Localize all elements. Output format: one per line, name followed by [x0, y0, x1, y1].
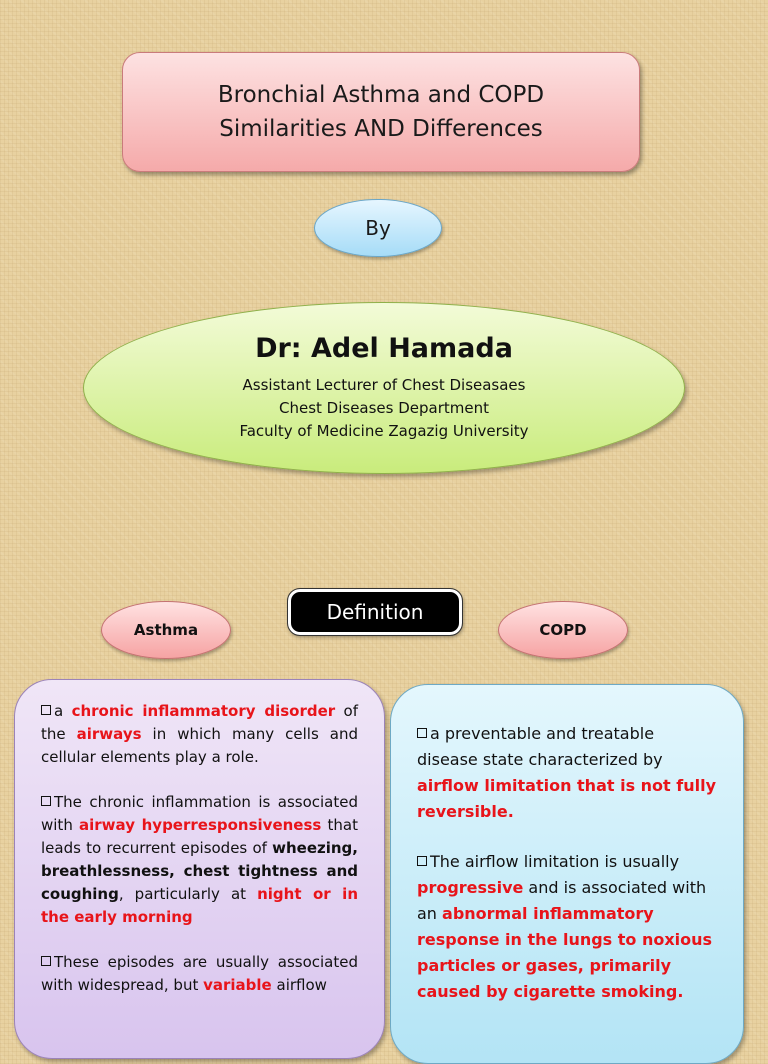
hollow-square-bullet-icon	[417, 856, 427, 866]
by-label: By	[365, 216, 391, 240]
highlight-text: airway hyperresponsiveness	[79, 816, 322, 834]
author-position: Assistant Lecturer of Chest Diseasaes	[242, 376, 526, 394]
asthma-paragraph-3: These episodes are usually associated with widespread, but variable airflow	[41, 953, 358, 994]
copd-definition-panel	[390, 684, 744, 1064]
hollow-square-bullet-icon	[41, 956, 51, 966]
author-department: Chest Diseases Department	[278, 399, 490, 417]
highlight-text: abnormal inflammatory response in the lungs to noxious particles or gases, primarily caused by cigarette smoking.	[417, 904, 713, 1001]
title-line-2: Similarities AND Differences	[219, 116, 543, 142]
highlight-text: airflow limitation that is not fully reversible.	[417, 776, 717, 821]
bold-text: wheezing, breathlessness, chest tightness and coughing	[41, 839, 358, 903]
highlight-text: variable	[203, 976, 272, 994]
asthma-paragraph-1: a chronic inflammatory disorder of the airways in which many cells and cellular elements play a role.	[41, 702, 358, 766]
by-oval	[314, 199, 442, 257]
asthma-paragraph-2: The chronic inflammation is associated with airway hyperresponsiveness that leads to recurrent episodes of wheezing, breathlessness, chest tightness and coughing, particularly at night or in the early morning	[41, 793, 358, 926]
title-line-1: Bronchial Asthma and COPD	[217, 82, 545, 108]
author-faculty: Faculty of Medicine Zagazig University	[239, 422, 529, 440]
copd-paragraph-1: a preventable and treatable disease state characterized by airflow limitation that is not fully reversible.	[417, 724, 717, 821]
asthma-label: Asthma	[133, 621, 199, 639]
hollow-square-bullet-icon	[41, 705, 51, 715]
hollow-square-bullet-icon	[417, 728, 427, 738]
hollow-square-bullet-icon	[41, 796, 51, 806]
asthma-definition-panel	[14, 679, 385, 1059]
title-box	[122, 52, 640, 172]
author-name: Dr: Adel Hamada	[255, 333, 513, 364]
copd-oval	[498, 601, 628, 659]
copd-paragraph-2: The airflow limitation is usually progressive and is associated with an abnormal inflammatory response in the lungs to noxious particles or gases, primarily caused by cigarette smoking.	[417, 852, 713, 1001]
asthma-oval	[101, 601, 231, 659]
highlight-text: progressive	[417, 878, 524, 897]
highlight-text: night or in the early morning	[41, 885, 358, 926]
highlight-text: chronic inflammatory disorder	[71, 702, 336, 720]
definition-box	[288, 589, 462, 635]
copd-label: COPD	[539, 621, 587, 639]
definition-label: Definition	[326, 600, 424, 624]
author-oval	[83, 302, 685, 474]
highlight-text: airways	[76, 725, 142, 743]
